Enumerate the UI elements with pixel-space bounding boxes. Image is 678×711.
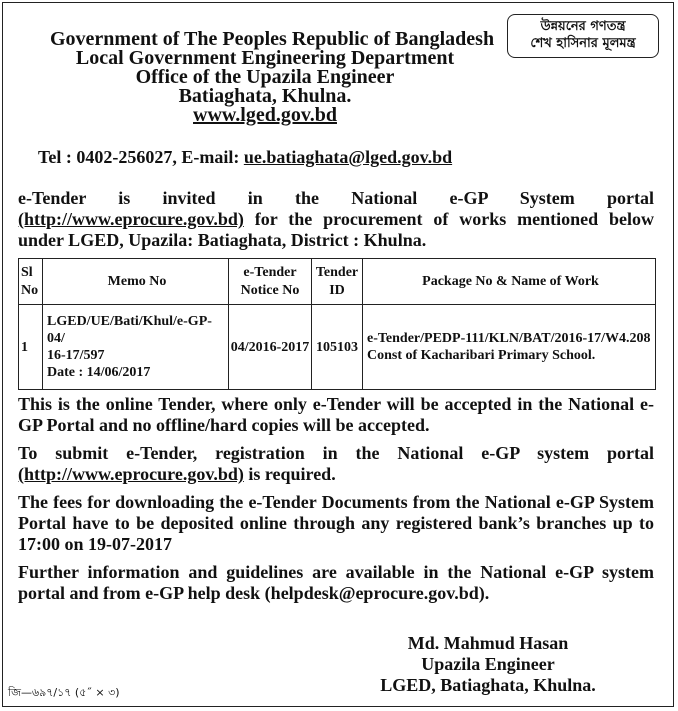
cell-tender-id: 105103: [312, 305, 363, 390]
cell-sl: 1: [19, 305, 43, 390]
header-package: Package No & Name of Work: [363, 259, 656, 305]
online-tender-paragraph: This is the online Tender, where only e-Tender will be accepted in the National e-GP Portal and no offline/hard copies will be accepted.: [18, 394, 654, 435]
ad-code: জি—৬৯৭/১৭ (৫˝ × ৩): [8, 686, 120, 699]
slogan-stamp: [507, 14, 659, 58]
eprocure-link[interactable]: (http://www.eprocure.gov.bd): [18, 209, 244, 229]
notice-body: [18, 394, 654, 611]
cell-package: [363, 305, 656, 390]
header-line-2: Local Government Engineering Department: [75, 47, 455, 69]
cell-notice: 04/2016-2017: [229, 305, 312, 390]
signatory-title: Upazila Engineer: [421, 654, 555, 674]
registration-text-b: is required.: [243, 464, 336, 484]
intro-paragraph: [18, 188, 654, 251]
header-line-3: Office of the Upazila Engineer: [135, 66, 395, 88]
header-notice: e-Tender Notice No: [229, 259, 312, 305]
package-no: e-Tender/PEDP-111/KLN/BAT/2016-17/W4.208: [367, 331, 651, 346]
registration-text-a: To submit e-Tender, registration in the National e-GP system portal: [18, 443, 654, 463]
email-link[interactable]: ue.batiaghata@lged.gov.bd: [243, 147, 453, 167]
office-header: [50, 28, 495, 126]
signatory-office: LGED, Batiaghata, Khulna.: [380, 675, 596, 695]
table-row: [19, 305, 656, 390]
website-link[interactable]: www.lged.gov.bd: [193, 104, 337, 126]
stamp-line-1: উন্নয়নের গণতন্ত্র: [540, 19, 626, 34]
registration-paragraph: [18, 443, 654, 485]
contact-line: [38, 147, 452, 168]
header-sl: Sl No: [19, 259, 43, 305]
memo-line-2: 16-17/597: [47, 348, 105, 363]
stamp-line-2: শেখ হাসিনার মূলমন্ত্র: [530, 36, 636, 51]
eprocure-link-2[interactable]: (http://www.eprocure.gov.bd): [18, 464, 244, 484]
telephone-text: Tel : 0402-256027, E-mail:: [38, 147, 244, 167]
tender-table: [18, 258, 656, 390]
signature-block: [338, 633, 638, 696]
header-tender-id: Tender ID: [312, 259, 363, 305]
cell-memo: [43, 305, 229, 390]
header-line-1: Government of The Peoples Republic of Bangladesh: [50, 28, 495, 50]
fees-paragraph: The fees for downloading the e-Tender Documents from the National e-GP System Portal have to be deposited online through any registered bank’s branches up to 17:00 on 19-07-2017: [18, 492, 654, 554]
work-name: Const of Kacharibari Primary School.: [367, 348, 596, 363]
table-header-row: [19, 259, 656, 305]
signatory-name: Md. Mahmud Hasan: [407, 633, 569, 653]
intro-text-b: for the procurement of works mentioned below under LGED, Upazila: Batiaghata, District : Khulna.: [18, 209, 654, 250]
intro-text-a: e-Tender is invited in the National e-GP System portal: [18, 188, 654, 208]
header-memo: Memo No: [43, 259, 229, 305]
memo-line-1: LGED/UE/Bati/Khul/e-GP-04/: [47, 314, 212, 346]
header-line-4: Batiaghata, Khulna.: [178, 85, 352, 107]
info-paragraph: Further information and guidelines are available in the National e-GP system portal and from e-GP help desk (helpdesk@eprocure.gov.bd).: [18, 562, 654, 603]
memo-date: Date : 14/06/2017: [47, 365, 151, 380]
